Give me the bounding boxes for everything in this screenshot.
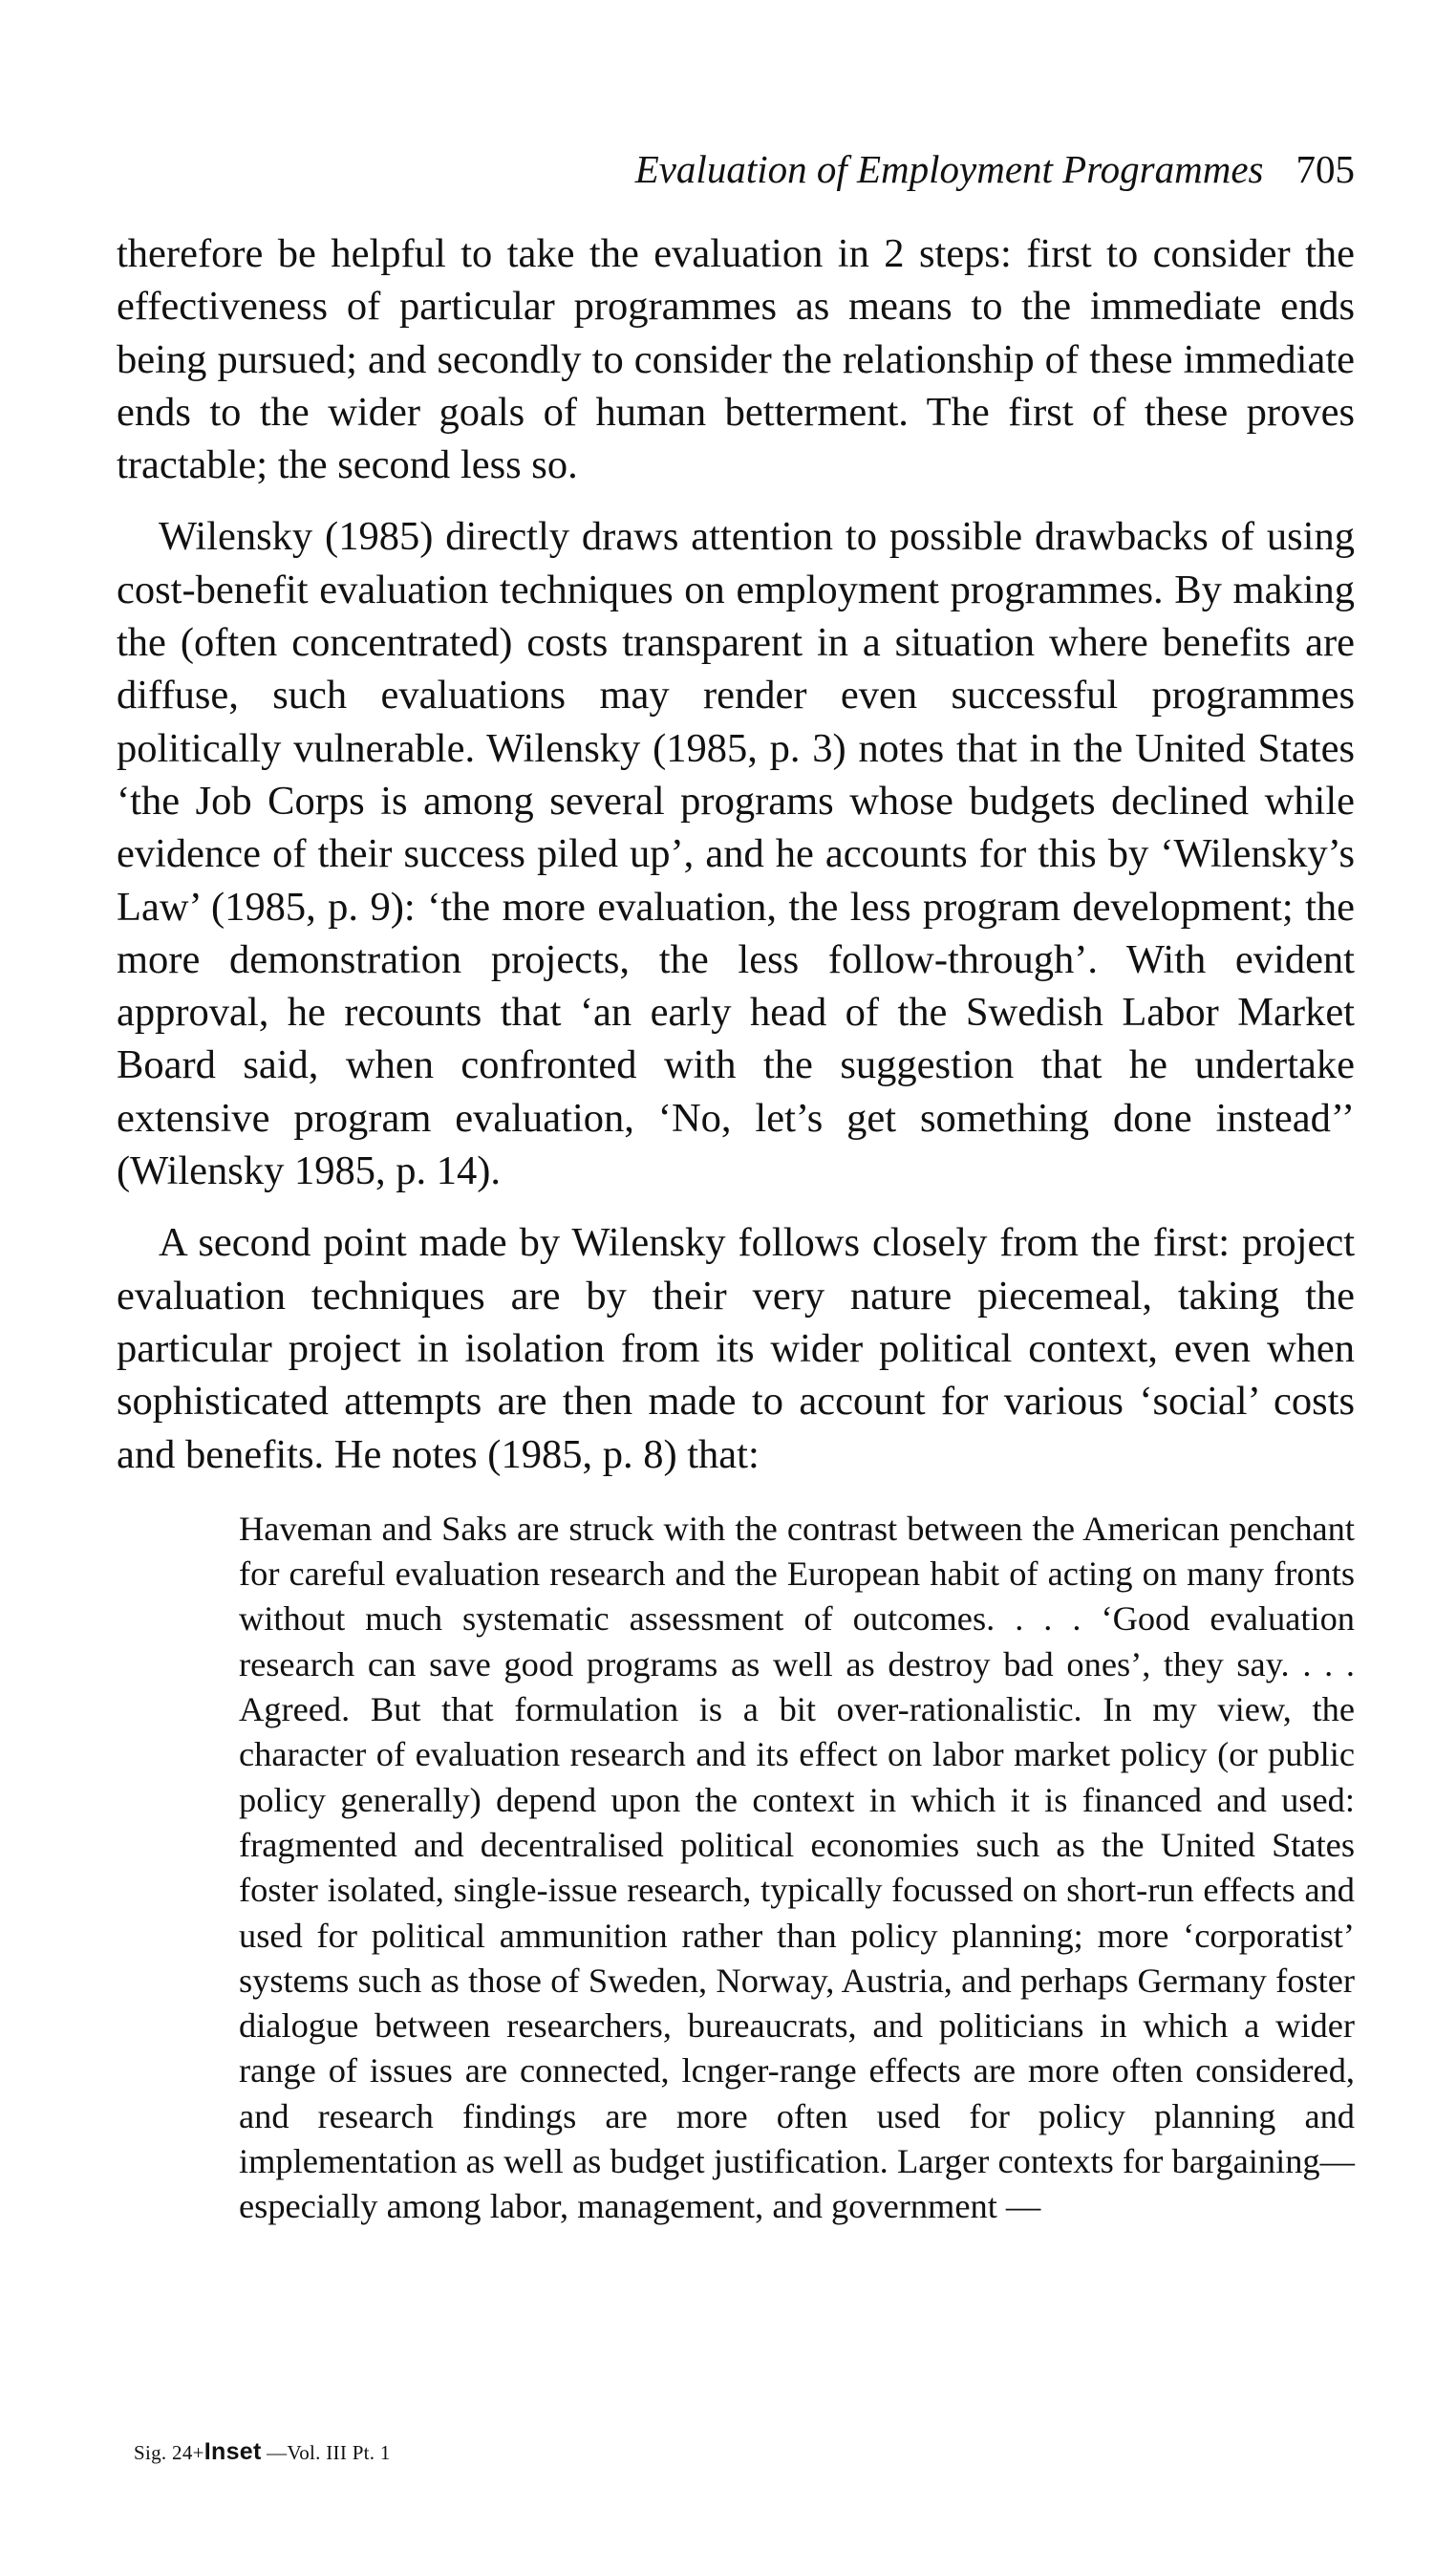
- page-number: 705: [1295, 147, 1355, 191]
- paragraph-second-point: A second point made by Wilensky follows closely from the first: project evaluation techniques are by their very nature piecemeal, taking the particular project in isolation from its wider political context, even when sophisticated attempts are then made to account for various ‘social’ costs and benefits. He notes (1985, p. 8) that:: [117, 1220, 1355, 1477]
- signature-prefix: Sig. 24+: [134, 2441, 204, 2464]
- body-text: [117, 227, 1355, 2230]
- signature-mark: [134, 2438, 391, 2466]
- running-title: Evaluation of Employment Programmes: [634, 147, 1264, 191]
- signature-suffix: —Vol. III Pt. 1: [261, 2441, 391, 2464]
- block-quotation: Haveman and Saks are struck with the contrast between the American penchant for careful evaluation research and the European habit of acting on many fronts without much systematic assessment of outcomes. . . . ‘Good evaluation research can save good programs as well as destroy bad ones’, they say. . . . Agreed. But that formulation is a bit over-rationalistic. In my view, the character of evaluation research and its effect on labor market policy (or public policy generally) depend upon the context in which it is financed and used: fragmented and decentralised political economies such as the United States foster isolated, single-issue research, typically focussed on short-run effects and used for political ammunition rather than policy planning; more ‘corporatist’ systems such as those of Sweden, Norway, Austria, and perhaps Germany foster dialogue between researchers, bureaucrats, and politicians in which a wider range of issues are connected, lcnger-range effects are more often considered, and research findings are more often used for policy planning and implementation as well as budget justification. Larger contexts for bargaining—especially among labor, management, and government —: [239, 1509, 1355, 2226]
- paragraph-wilensky-drawbacks: Wilensky (1985) directly draws attention to possible drawbacks of using cost-benefit evaluation techniques on employment programmes. By making the (often concentrated) costs transparent in a situation where benefits are diffuse, such evaluations may render even successful programmes politically vulnerable. Wilensky (1985, p. 3) notes that in the United States ‘the Job Corps is among several programs whose budgets declined while evidence of their success piled up’, and he accounts for this by ‘Wilensky’s Law’ (1985, p. 9): ‘the more evaluation, the less program development; the more demonstration projects, the less follow-through’. With evident approval, he recounts that ‘an early head of the Swedish Labor Market Board said, when confronted with the suggestion that he undertake extensive program evaluation, ‘No, let’s get something done instead’’ (Wilensky 1985, p. 14).: [117, 514, 1355, 1194]
- signature-bold: Inset: [203, 2438, 262, 2465]
- paragraph-continued: therefore be helpful to take the evaluation in 2 steps: first to consider the effectiveness of particular programmes as means to the immediate ends being pursued; and secondly to consider the relationship of these immediate ends to the wider goals of human betterment. The first of these proves tractable; the second less so.: [117, 231, 1355, 488]
- running-head: [635, 143, 1355, 195]
